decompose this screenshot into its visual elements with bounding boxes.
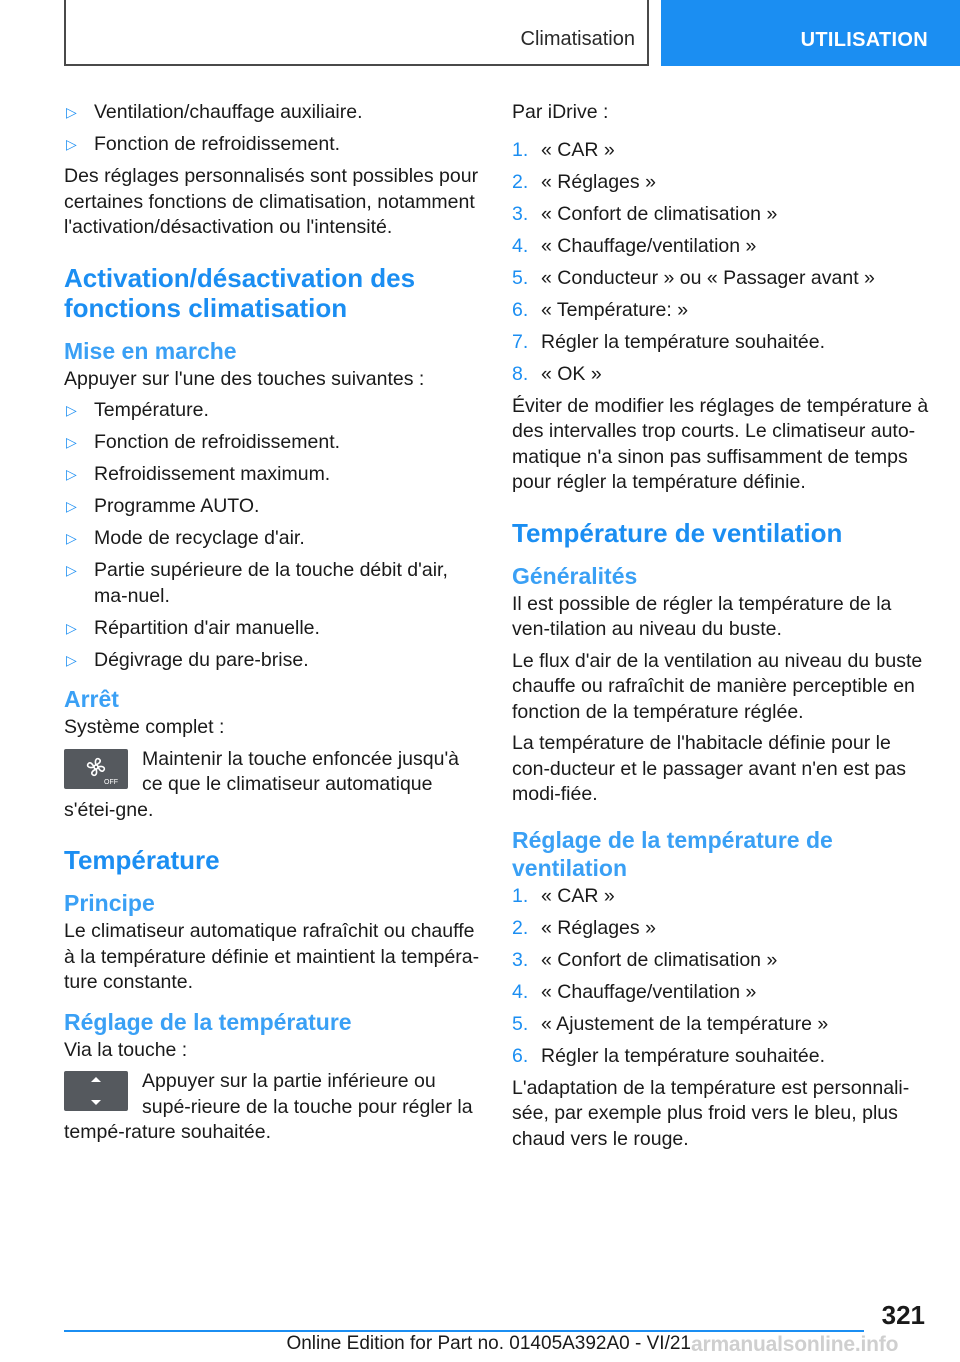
- list-item: 1. « CAR »: [512, 884, 615, 907]
- heading-temperature: Température: [64, 845, 220, 875]
- heading-activation: Activation/désactivation des fonctions climatisation: [64, 262, 416, 323]
- header-chapter-tab: [661, 0, 960, 66]
- watermark-text: armanualsonline.info: [691, 1333, 899, 1356]
- arret-icon-paragraph: Maintenir la touche enfoncée jusqu'à ce que le climatiseur automatique s'étei-gne.: [64, 747, 460, 821]
- list-item: 6. « Température: »: [512, 298, 689, 321]
- list-item: 1. « CAR »: [512, 138, 615, 161]
- list-item: ▷ Partie supérieure de la touche débit d'air, ma-nuel.: [66, 559, 448, 607]
- list-item: 2. « Réglages »: [512, 916, 656, 939]
- adaptation-paragraph: L'adaptation de la température est personnali-sée, par exemple plus froid vers le bleu, plus chaud vers le rouge.: [512, 1076, 910, 1150]
- principe-paragraph: Le climatiseur automatique rafraîchit ou chauffe à la température définie et maintient la tempéra-ture constante.: [64, 920, 480, 993]
- list-item: 2. « Réglages »: [512, 170, 656, 193]
- heading-ventilation: Température de ventilation: [512, 517, 843, 548]
- off-label: OFF: [104, 778, 118, 786]
- list-item: 8. « OK »: [512, 362, 602, 385]
- triangle-bullet-icon: ▷: [66, 466, 77, 482]
- generalites-paragraph-3: La température de l'habitacle définie pour le con-ducteur et le passager avant n'en est pas modi-fiée.: [512, 732, 906, 805]
- fan-off-button-icon: [64, 749, 128, 789]
- mise-bullet-list: [64, 398, 482, 673]
- list-item: ▷ Ventilation/chauffage auxiliaire.: [64, 100, 482, 126]
- list-item: ▷ Dégivrage du pare-brise.: [64, 648, 482, 674]
- list-item: 5. « Conducteur » ou « Passager avant »: [512, 266, 875, 289]
- triangle-bullet-icon: ▷: [66, 562, 77, 578]
- intro-bullet-list: [64, 100, 482, 158]
- list-item: 4. « Chauffage/ventilation »: [512, 234, 757, 257]
- heading-arret: Arrêt: [64, 686, 119, 712]
- idrive-paragraph: Par iDrive :: [512, 101, 609, 123]
- list-item: ▷ Refroidissement maximum.: [64, 462, 482, 488]
- header-section-title: Climatisation: [520, 28, 635, 50]
- heading-generalites: Généralités: [512, 562, 638, 589]
- list-item: ▷ Fonction de refroidissement.: [64, 132, 482, 158]
- list-item: 6. Régler la température souhaitée.: [512, 1044, 825, 1067]
- left-column: [64, 100, 482, 1152]
- generalites-paragraph-2: Le flux d'air de la ventilation au niveau du buste chauffe ou rafraîchit de manière perceptible en fonction de la température réglée.: [512, 649, 923, 723]
- list-item: 7. Régler la température souhaitée.: [512, 330, 825, 353]
- reglage-paragraph: Via la touche :: [64, 1038, 188, 1061]
- intro-paragraph: Des réglages personnalisés sont possibles pour certaines fonctions de climatisation, notamment l'activation/désactivation ou l'intensité.: [64, 165, 479, 238]
- list-item: ▷ Programme AUTO.: [64, 494, 482, 520]
- list-item: ▷ Mode de recyclage d'air.: [64, 526, 482, 552]
- list-item: ▷ Répartition d'air manuelle.: [64, 616, 482, 642]
- triangle-bullet-icon: ▷: [66, 104, 77, 120]
- footer-divider: [64, 1330, 864, 1332]
- list-item: ▷ Fonction de refroidissement.: [64, 430, 482, 456]
- list-item: 3. « Confort de climatisation »: [512, 202, 778, 225]
- heading-reglage: Réglage de la température: [64, 1008, 352, 1035]
- list-item: ▷ Température.: [64, 398, 482, 424]
- reglage-icon-block: [64, 1069, 482, 1146]
- header-chapter-title: UTILISATION: [800, 29, 928, 51]
- list-item: 5. « Ajustement de la température »: [512, 1012, 829, 1035]
- page-number: 321: [881, 1300, 925, 1330]
- heading-reglage-ventilation: Réglage de la température de ventilation: [512, 826, 833, 881]
- ventilation-step-list: [512, 884, 932, 1070]
- triangle-bullet-icon: ▷: [66, 434, 77, 450]
- heading-mise-en-marche: Mise en marche: [64, 337, 237, 364]
- triangle-bullet-icon: ▷: [66, 619, 77, 636]
- generalites-paragraph-1: Il est possible de régler la température de la ven-tilation au niveau du buste.: [512, 592, 892, 640]
- idrive-step-list: [512, 138, 932, 388]
- triangle-bullet-icon: ▷: [66, 530, 77, 546]
- triangle-bullet-icon: ▷: [66, 402, 77, 418]
- footer-edition-text: Online Edition for Part no. 01405A392A0 - VI/21: [286, 1333, 691, 1354]
- eviter-paragraph: Éviter de modifier les réglages de température à des intervalles trop courts. Le climatiseur auto-matique n'a sinon pas suffisamment de temps pour régler la température définie.: [512, 394, 929, 493]
- arret-paragraph: Système complet :: [64, 716, 225, 738]
- triangle-bullet-icon: ▷: [66, 136, 77, 152]
- mise-paragraph: Appuyer sur l'une des touches suivantes :: [64, 367, 425, 390]
- arret-icon-block: [64, 747, 482, 824]
- reglage-icon-paragraph: Appuyer sur la partie inférieure ou supé-rieure de la touche pour régler la tempé-rature souhaitée.: [64, 1070, 473, 1143]
- up-down-button-icon: [64, 1071, 128, 1111]
- list-item: 4. « Chauffage/ventilation »: [512, 980, 757, 1003]
- right-column: [512, 100, 932, 1158]
- header-section-box: [64, 0, 649, 66]
- triangle-bullet-icon: ▷: [66, 651, 77, 668]
- list-item: 3. « Confort de climatisation »: [512, 948, 778, 971]
- heading-principe: Principe: [64, 890, 155, 916]
- triangle-bullet-icon: ▷: [66, 498, 77, 514]
